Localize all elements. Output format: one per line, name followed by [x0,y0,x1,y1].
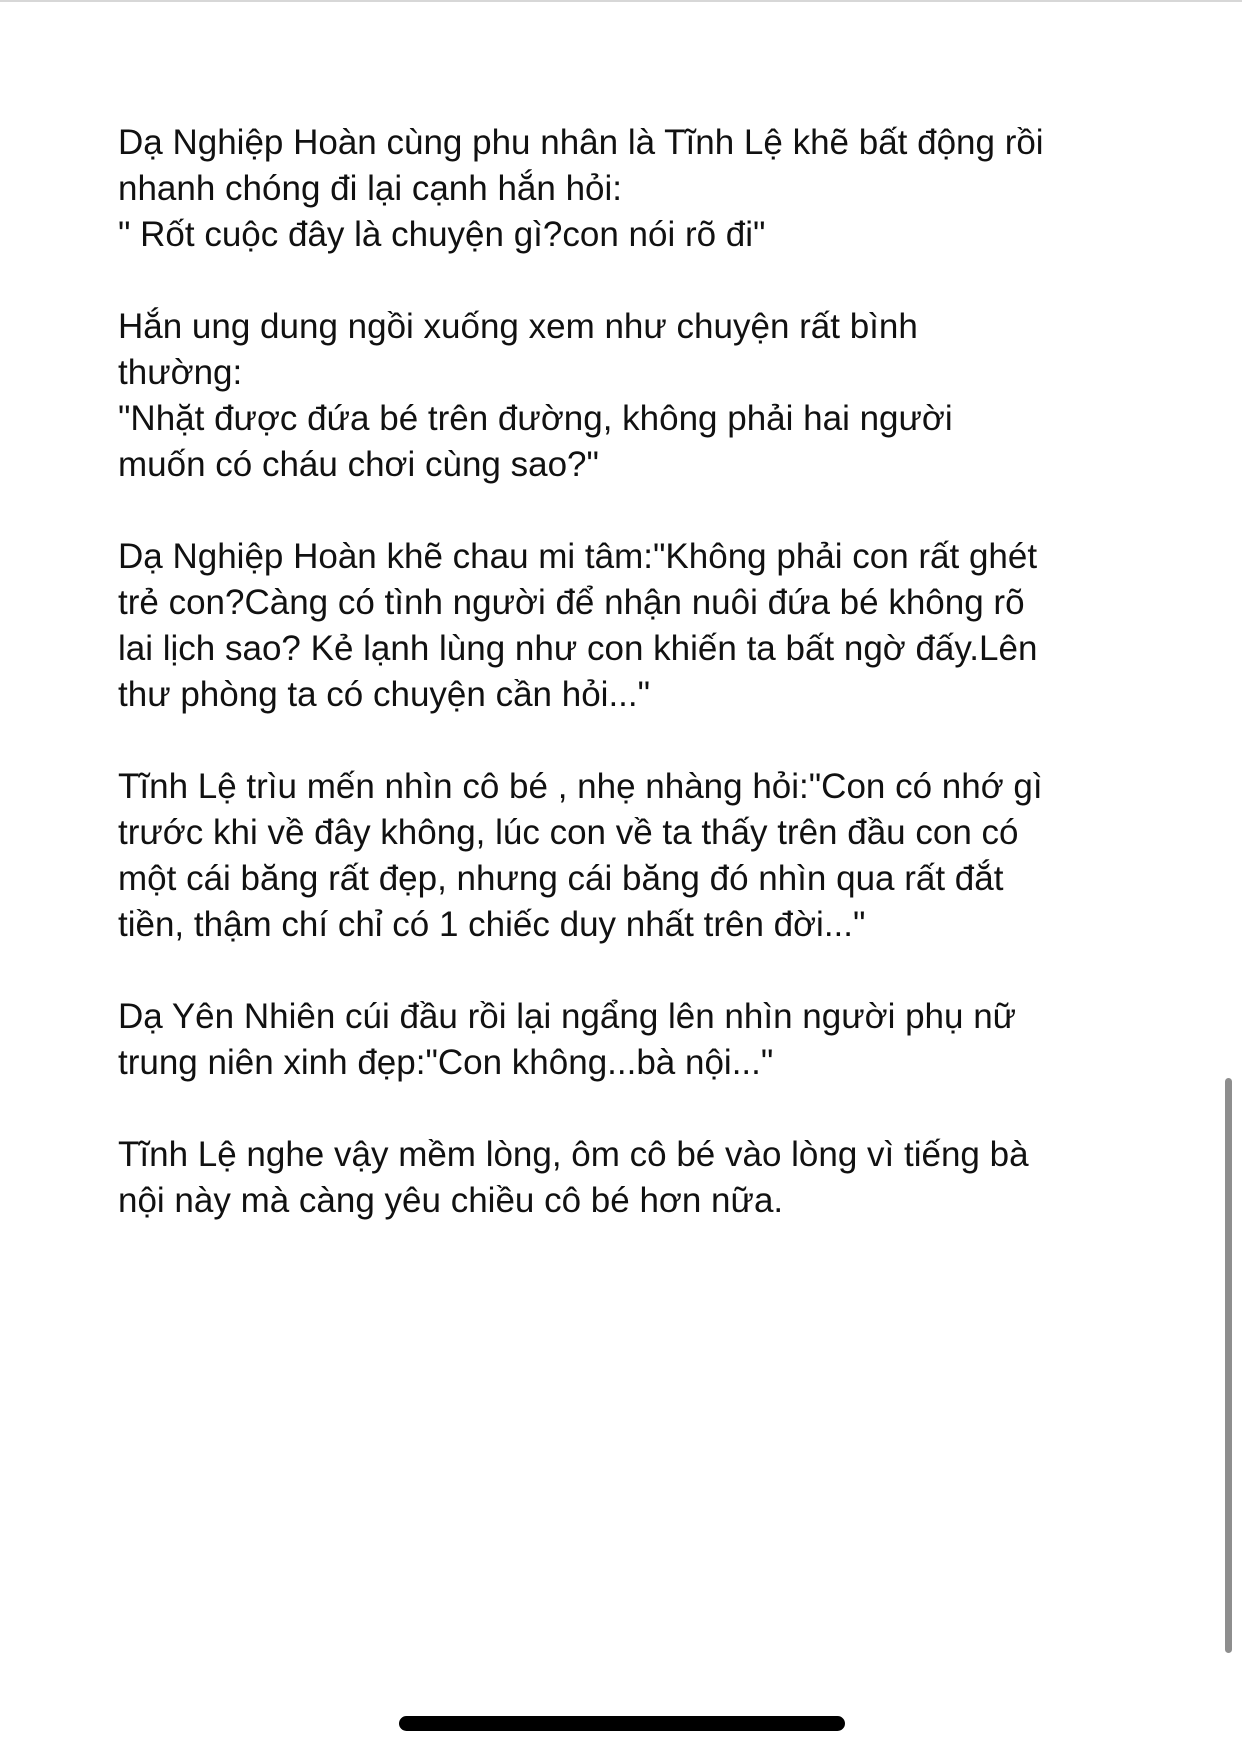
text-line: thường: [118,353,243,392]
text-line: Dạ Nghiệp Hoàn khẽ chau mi tâm:"Không phải con rất ghét [118,537,1038,576]
text-line: nhanh chóng đi lại cạnh hắn hỏi: [118,169,623,208]
paragraph-2 [118,304,1128,488]
text-line: Dạ Nghiệp Hoàn cùng phu nhân là Tĩnh Lệ khẽ bất động rồi [118,123,1044,162]
text-line: trung niên xinh đẹp:"Con không...bà nội..." [118,1043,774,1082]
story-text [118,120,1128,1270]
text-line: thư phòng ta có chuyện cần hỏi..." [118,675,651,714]
paragraph-5 [118,994,1128,1086]
top-border [0,0,1242,2]
text-line: Hắn ung dung ngồi xuống xem như chuyện rất bình [118,307,918,346]
text-line: Dạ Yên Nhiên cúi đầu rồi lại ngẩng lên nhìn người phụ nữ [118,997,1017,1036]
text-line: một cái băng rất đẹp, nhưng cái băng đó nhìn qua rất đắt [118,859,1004,898]
text-line: tiền, thậm chí chỉ có 1 chiếc duy nhất trên đời..." [118,905,866,944]
text-line: lai lịch sao? Kẻ lạnh lùng như con khiến ta bất ngờ đấy.Lên [118,629,1038,668]
text-line: muốn có cháu chơi cùng sao?" [118,445,599,484]
paragraph-1 [118,120,1128,258]
text-line: trẻ con?Càng có tình người để nhận nuôi đứa bé không rõ [118,583,1025,622]
vertical-scrollbar[interactable] [1225,1078,1232,1653]
text-line: trước khi về đây không, lúc con về ta thấy trên đầu con có [118,813,1019,852]
paragraph-4 [118,764,1128,948]
home-indicator[interactable] [399,1716,845,1731]
text-line: "Nhặt được đứa bé trên đường, không phải hai người [118,399,953,438]
text-line: Tĩnh Lệ nghe vậy mềm lòng, ôm cô bé vào lòng vì tiếng bà [118,1135,1029,1174]
text-line: Tĩnh Lệ trìu mến nhìn cô bé , nhẹ nhàng hỏi:"Con có nhớ gì [118,767,1043,806]
text-line: " Rốt cuộc đây là chuyện gì?con nói rõ đi" [118,215,766,254]
paragraph-3 [118,534,1128,718]
text-line: nội này mà càng yêu chiều cô bé hơn nữa. [118,1181,784,1220]
paragraph-6 [118,1132,1128,1224]
